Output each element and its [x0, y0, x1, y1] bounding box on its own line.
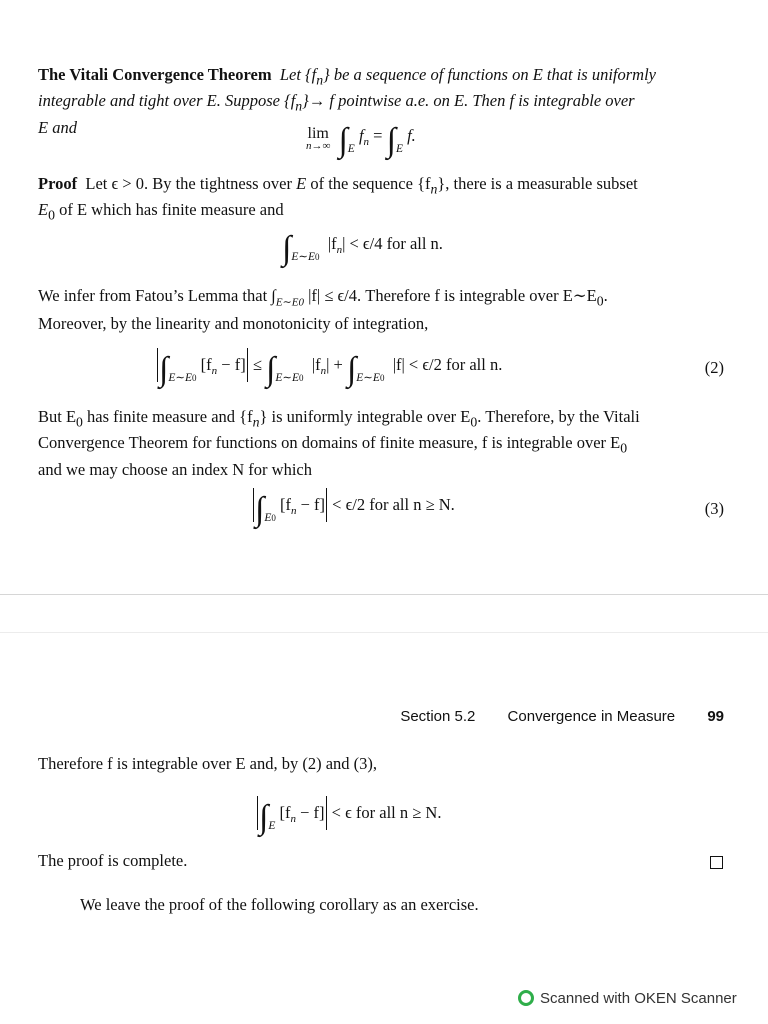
- theorem-line3: E and: [38, 117, 77, 137]
- integral-sign-icon: ∫: [346, 351, 357, 388]
- page-number: 99: [707, 708, 724, 725]
- integral-domain: E: [347, 143, 355, 155]
- scanner-watermark: Scanned with OKEN Scanner: [518, 990, 737, 1007]
- conclusion-line: Therefore f is integrable over E and, by (2) and (3),: [38, 754, 378, 773]
- integral-sign-icon: ∫: [259, 799, 269, 836]
- proof-label: Proof: [38, 174, 78, 193]
- equation-number-2: (2): [704, 358, 724, 377]
- scanner-logo-icon: [518, 990, 534, 1006]
- equation-number-3: (3): [704, 499, 724, 518]
- equation-final: $\int_E$ $[f_n - f] < \epsilon$ for all n ≥ N.: [256, 796, 441, 835]
- integral-sign-icon: ∫: [338, 122, 348, 159]
- page-divider: [0, 594, 768, 595]
- theorem-name: The Vitali Convergence Theorem: [38, 65, 272, 84]
- theorem-line2: integrable and tight over E. Suppose $\{f_n\}\to f$ pointwise a.e. on E. Then f is integrable over: [38, 91, 635, 114]
- fatou-paragraph: We infer from Fatou’s Lemma that $\int_{E\sim E0}$ |f| ≤ ϵ/4. Therefore f is integrable over $E\sim E_0$. Moreover, by the linearity and monotonicity of integration,: [38, 286, 608, 334]
- proof-paragraph: Proof Let ϵ > 0. By the tightness over E of the sequence $\{f_n\}$, there is a measurable subset $E_0$ of E which has finite measure and: [38, 174, 638, 223]
- theorem-line1: Let $\{f_n\}$ be a sequence of functions on E that is uniformly: [279, 65, 656, 88]
- equation-3: $\int_{E0}$ $[f_n - f] < \epsilon/2$ for all n ≥ N.: [252, 488, 455, 527]
- proof-complete: The proof is complete.: [38, 851, 188, 870]
- integral-sign-icon: ∫: [282, 230, 292, 267]
- integral-domain: E: [395, 143, 403, 155]
- integral-sign-icon: ∫: [386, 122, 396, 159]
- qed-box-icon: [710, 856, 723, 869]
- section-number: Section 5.2: [400, 708, 476, 725]
- integral-sign-icon: ∫: [159, 351, 169, 388]
- section-title: Convergence in Measure: [507, 708, 676, 725]
- integral-sign-icon: ∫: [266, 351, 276, 388]
- integral-sign-icon: ∫: [255, 491, 265, 528]
- equation-2: $\int_{E\sim E0}$ $[f_n - f] \le \int_{E\sim E0}$ $|f_n| + \int_{E\sim E0}$ |f| < ϵ/2 for all n.: [156, 348, 502, 387]
- limit-operator: lim n→∞: [306, 125, 331, 152]
- page-header: [372, 708, 724, 725]
- equation-limit: lim n→∞ $\int_E$ $f_n = \int_E$ f.: [306, 122, 416, 159]
- page-divider: [0, 632, 768, 633]
- corollary-note: We leave the proof of the following corollary as an exercise.: [80, 895, 479, 914]
- equation-tightness: $\int_{E\sim E0}$ $|f_n| < \epsilon/4$ for all n.: [282, 230, 443, 267]
- integral-domain: E∼E0: [291, 251, 320, 263]
- uniform-integrability-paragraph: But $E_0$ has finite measure and $\{f_n\}$ is uniformly integrable over $E_0$. Therefore, by the Vitali Convergence Theorem for functions on domains of finite measure, f is integrable over $E_0$ and we may choose an index N for which: [38, 407, 640, 479]
